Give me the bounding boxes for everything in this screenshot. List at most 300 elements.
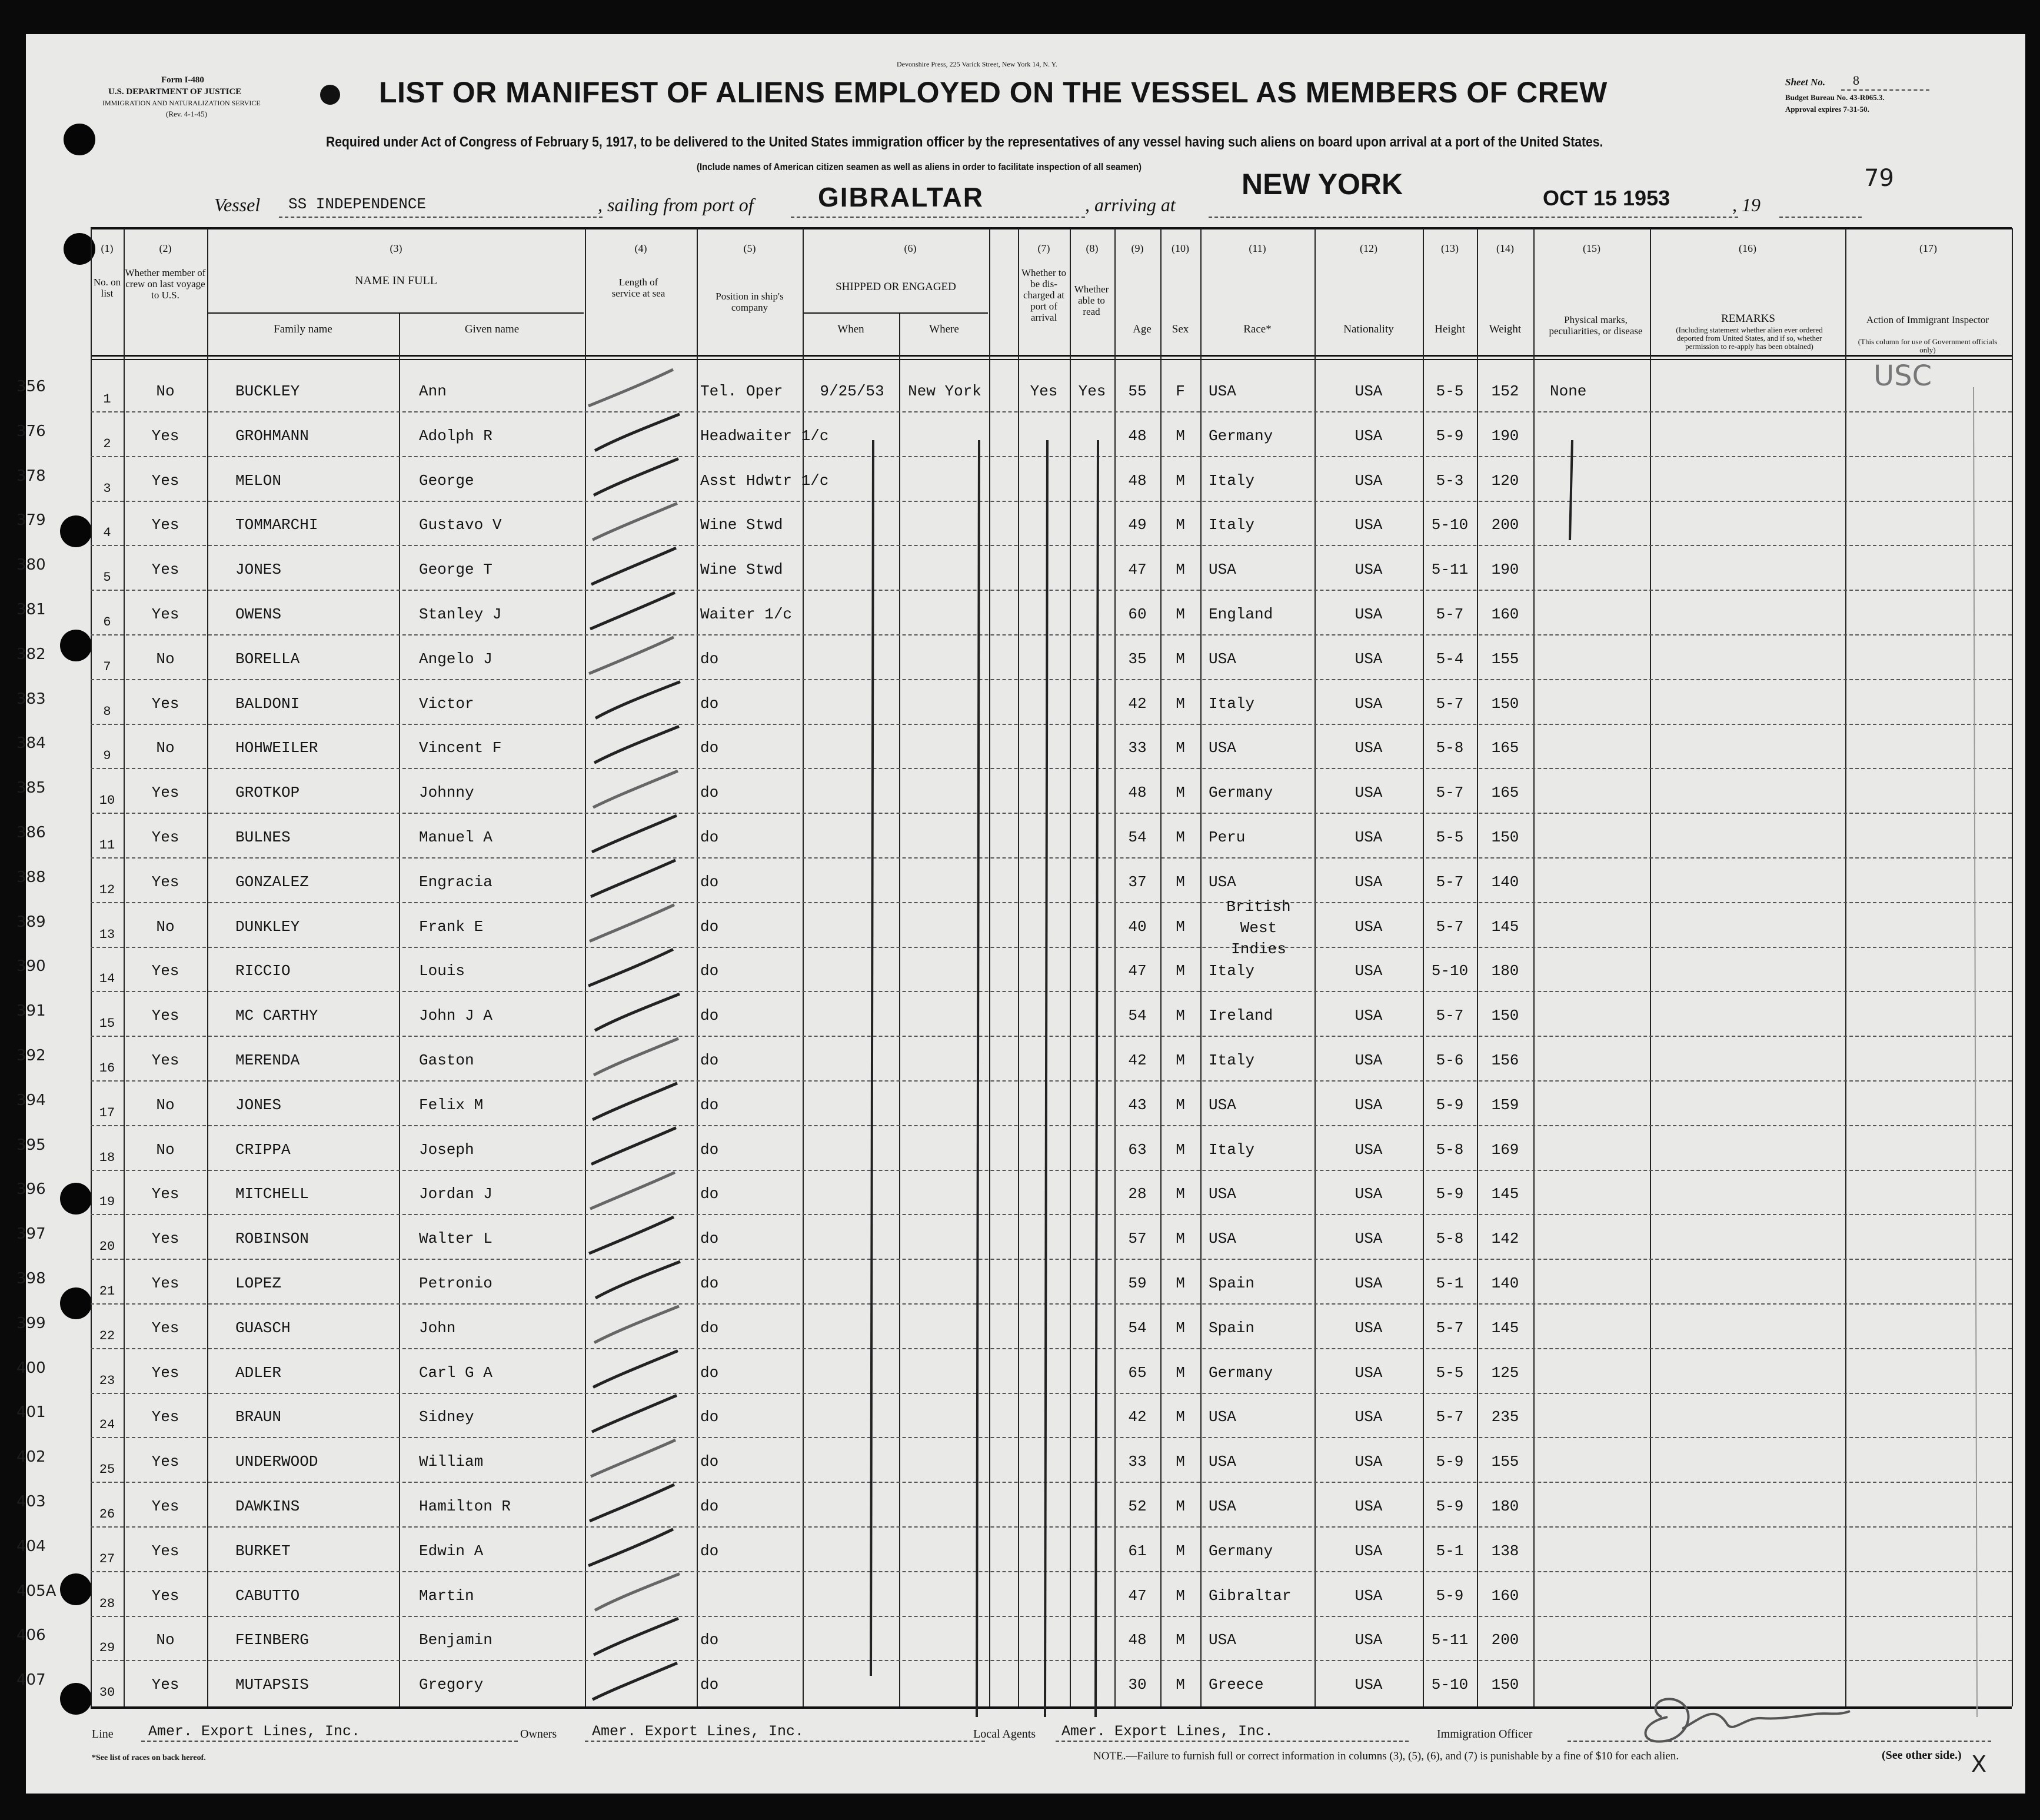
- row-race: Spain: [1209, 1319, 1255, 1337]
- header-family-name: Family name: [274, 323, 332, 335]
- row-margin-number: 395: [16, 1136, 46, 1154]
- row-weight: 120: [1491, 472, 1519, 490]
- column-number: (8): [1086, 242, 1099, 254]
- row-nationality: USA: [1355, 962, 1383, 980]
- required-statement: Required under Act of Congress of February 5, 1917, to be delivered to the United States immigration officer by the representatives of any vessel having such aliens on board upon arrival at a port of the United States.: [326, 134, 1603, 150]
- line-rule: [141, 1741, 518, 1742]
- row-race: USA: [1209, 739, 1236, 757]
- row-height: 5-9: [1436, 1453, 1464, 1470]
- row-list-number: 18: [99, 1150, 115, 1165]
- row-nationality: USA: [1355, 1096, 1383, 1114]
- row-position: do: [700, 1007, 719, 1024]
- row-margin-number: 405A: [16, 1582, 56, 1600]
- service-tick-mark: [591, 548, 676, 584]
- row-given-name: Vincent F: [419, 739, 502, 757]
- row-weight: 155: [1491, 1453, 1519, 1470]
- row-age: 57: [1128, 1230, 1147, 1247]
- row-nationality: USA: [1355, 1676, 1383, 1693]
- header-when: When: [837, 323, 864, 335]
- row-position: do: [700, 1141, 719, 1159]
- header-no-on-list: No. on list: [93, 277, 121, 299]
- row-position: do: [700, 918, 719, 936]
- row-height: 5-7: [1436, 1408, 1464, 1426]
- ditto-stroke: [1570, 440, 1572, 540]
- row-prior-voyage: Yes: [151, 472, 179, 490]
- row-discharged: Yes: [1030, 382, 1058, 400]
- row-position: do: [700, 1275, 719, 1292]
- row-prior-voyage: Yes: [151, 1052, 179, 1069]
- header-race: Race*: [1243, 323, 1272, 335]
- row-race: USA: [1209, 1185, 1236, 1203]
- row-nationality: USA: [1355, 1631, 1383, 1649]
- ditto-stroke: [1045, 440, 1047, 1717]
- header-sex: Sex: [1172, 323, 1189, 335]
- row-race: USA: [1209, 1453, 1236, 1470]
- row-prior-voyage: Yes: [151, 1676, 179, 1693]
- row-margin-number: 398: [16, 1270, 46, 1287]
- row-sex: M: [1176, 829, 1185, 846]
- row-margin-number: 403: [16, 1493, 46, 1510]
- row-prior-voyage: Yes: [151, 962, 179, 980]
- row-list-number: 28: [99, 1596, 115, 1611]
- row-prior-voyage: Yes: [151, 516, 179, 534]
- row-family-name: RICCIO: [235, 962, 291, 980]
- row-family-name: DAWKINS: [235, 1498, 300, 1515]
- row-prior-voyage: No: [156, 1141, 175, 1159]
- service-tick-mark: [591, 1128, 676, 1164]
- header-given-name: Given name: [464, 323, 520, 335]
- column-number: (15): [1583, 242, 1600, 254]
- row-prior-voyage: Yes: [151, 1230, 179, 1247]
- row-list-number: 27: [99, 1552, 115, 1566]
- row-position: Waiter 1/c: [700, 605, 793, 623]
- service-tick-mark: [588, 370, 673, 406]
- row-prior-voyage: Yes: [151, 1185, 179, 1203]
- row-weight: 180: [1491, 962, 1519, 980]
- row-given-name: Walter L: [419, 1230, 492, 1247]
- row-weight: 200: [1491, 1631, 1519, 1649]
- row-height: 5-9: [1436, 427, 1464, 445]
- row-position: do: [700, 1364, 719, 1382]
- row-given-name: Louis: [419, 962, 465, 980]
- row-margin-number: 384: [16, 734, 46, 752]
- row-nationality: USA: [1355, 1542, 1383, 1560]
- row-sex: M: [1176, 1453, 1185, 1470]
- header-name-in-full: NAME IN FULL: [355, 274, 437, 287]
- row-margin-number: 383: [16, 690, 46, 708]
- row-age: 54: [1128, 1319, 1147, 1337]
- row-list-number: 4: [103, 525, 111, 540]
- row-height: 5-7: [1436, 695, 1464, 713]
- row-race: Italy: [1209, 516, 1255, 534]
- row-race: USA: [1209, 382, 1236, 400]
- row-list-number: 16: [99, 1061, 115, 1076]
- row-sex: M: [1176, 1275, 1185, 1292]
- row-margin-number: 356: [16, 378, 46, 395]
- row-list-number: 7: [103, 660, 111, 674]
- row-sex: F: [1176, 382, 1185, 400]
- row-list-number: 14: [99, 971, 115, 986]
- row-position: do: [700, 1096, 719, 1114]
- owners-value: Amer. Export Lines, Inc.: [592, 1723, 804, 1740]
- row-height: 5-5: [1436, 1364, 1464, 1382]
- row-weight: 150: [1491, 695, 1519, 713]
- row-inspector-action: USC: [1873, 360, 1932, 392]
- owners-rule: [585, 1741, 985, 1742]
- row-nationality: USA: [1355, 1319, 1383, 1337]
- row-nationality: USA: [1355, 382, 1383, 400]
- row-height: 5-10: [1431, 1676, 1469, 1693]
- page-mark: 79: [1864, 165, 1894, 192]
- row-shipped-when: 9/25/53: [820, 382, 884, 400]
- header-nationality: Nationality: [1343, 323, 1394, 335]
- column-number: (17): [1919, 242, 1937, 254]
- column-number: (6): [904, 242, 917, 254]
- row-race: Italy: [1209, 695, 1255, 713]
- row-age: 37: [1128, 873, 1147, 891]
- header-where: Where: [929, 323, 959, 335]
- row-given-name: George T: [419, 561, 492, 578]
- column-number: (7): [1037, 242, 1050, 254]
- row-age: 47: [1128, 561, 1147, 578]
- row-weight: 156: [1491, 1052, 1519, 1069]
- row-sex: M: [1176, 918, 1185, 936]
- row-nationality: USA: [1355, 650, 1383, 668]
- row-margin-number: 385: [16, 779, 46, 797]
- row-list-number: 2: [103, 437, 111, 451]
- service-tick-mark: [592, 1395, 677, 1432]
- header-remarks-detail: (Including statement whether alien ever ordered deported from United States, and if so, whether permission to re-apply has been obtained): [1676, 325, 1823, 351]
- row-given-name: Felix M: [419, 1096, 484, 1114]
- row-weight: 160: [1491, 605, 1519, 623]
- row-nationality: USA: [1355, 1141, 1383, 1159]
- row-sex: M: [1176, 739, 1185, 757]
- row-age: 42: [1128, 1408, 1147, 1426]
- row-margin-number: 380: [16, 556, 46, 574]
- row-given-name: George: [419, 472, 474, 490]
- row-race: USA: [1209, 650, 1236, 668]
- row-list-number: 1: [103, 392, 111, 407]
- row-family-name: BULNES: [235, 829, 291, 846]
- row-height: 5-7: [1436, 1319, 1464, 1337]
- row-age: 33: [1128, 1453, 1147, 1470]
- row-height: 5-7: [1436, 918, 1464, 936]
- header-position: Position in ship's company: [716, 291, 784, 313]
- row-position: do: [700, 1453, 719, 1470]
- row-race: Germany: [1209, 784, 1273, 801]
- row-given-name: Petronio: [419, 1275, 492, 1292]
- row-prior-voyage: Yes: [151, 1275, 179, 1292]
- row-family-name: CRIPPA: [235, 1141, 291, 1159]
- penalty-note: NOTE.—Failure to furnish full or correct information in columns (3), (5), (6), and (7) is punishable by a fine of $10 for each alien.: [1093, 1750, 1679, 1762]
- row-given-name: Joseph: [419, 1141, 474, 1159]
- row-weight: 169: [1491, 1141, 1519, 1159]
- department-name: U.S. DEPARTMENT OF JUSTICE: [108, 87, 242, 97]
- row-prior-voyage: Yes: [151, 1364, 179, 1382]
- vessel-name: SS INDEPENDENCE: [288, 195, 427, 213]
- row-race: Germany: [1209, 1364, 1273, 1382]
- row-race: Gibraltar: [1209, 1587, 1292, 1605]
- vessel-label: Vessel: [214, 194, 261, 215]
- row-sex: M: [1176, 1141, 1185, 1159]
- include-statement: (Include names of American citizen seamen as well as aliens in order to facilitate inspection of all seamen): [697, 161, 1142, 172]
- row-age: 35: [1128, 650, 1147, 668]
- row-margin-number: 406: [16, 1626, 46, 1644]
- row-age: 33: [1128, 739, 1147, 757]
- row-height: 5-4: [1436, 650, 1464, 668]
- row-prior-voyage: Yes: [151, 561, 179, 578]
- row-prior-voyage: No: [156, 739, 175, 757]
- row-family-name: ROBINSON: [235, 1230, 309, 1247]
- row-family-name: JONES: [235, 1096, 282, 1114]
- row-margin-number: 392: [16, 1047, 46, 1064]
- row-sex: M: [1176, 1408, 1185, 1426]
- row-race: USA: [1209, 1096, 1236, 1114]
- row-age: 48: [1128, 472, 1147, 490]
- header-length-of-service: Length of service at sea: [611, 277, 665, 299]
- row-list-number: 6: [103, 615, 111, 630]
- row-race: Germany: [1209, 1542, 1273, 1560]
- row-prior-voyage: No: [156, 1631, 175, 1649]
- row-given-name: Angelo J: [419, 650, 492, 668]
- column-number: (16): [1739, 242, 1756, 254]
- row-list-number: 5: [103, 570, 111, 585]
- service-tick-mark: [588, 949, 673, 986]
- service-tick-mark: [591, 1440, 675, 1476]
- agents-rule: [1056, 1741, 1409, 1742]
- row-prior-voyage: No: [156, 918, 175, 936]
- line-label: Line: [92, 1728, 114, 1741]
- see-other-side: (See other side.): [1882, 1749, 1962, 1762]
- row-height: 5-6: [1436, 1052, 1464, 1069]
- arriving-label: , arriving at: [1085, 194, 1176, 215]
- agents-value: Amer. Export Lines, Inc.: [1061, 1723, 1274, 1740]
- row-race: England: [1209, 605, 1273, 623]
- form-revision: (Rev. 4-1-45): [166, 109, 207, 118]
- row-margin-number: 400: [16, 1359, 46, 1377]
- row-sex: M: [1176, 605, 1185, 623]
- row-list-number: 20: [99, 1239, 115, 1254]
- column-number: (3): [390, 242, 402, 254]
- pen-marks: [26, 34, 2025, 1794]
- row-given-name: Jordan J: [419, 1185, 492, 1203]
- row-weight: 235: [1491, 1408, 1519, 1426]
- row-weight: 160: [1491, 1587, 1519, 1605]
- header-shipped-engaged: SHIPPED OR ENGAGED: [836, 281, 956, 293]
- row-race: British West Indies: [1226, 898, 1291, 958]
- row-nationality: USA: [1355, 1230, 1383, 1247]
- row-weight: 155: [1491, 650, 1519, 668]
- row-family-name: GROTKOP: [235, 784, 300, 801]
- row-nationality: USA: [1355, 1364, 1383, 1382]
- column-number: (14): [1496, 242, 1514, 254]
- row-position: do: [700, 1185, 719, 1203]
- row-given-name: Edwin A: [419, 1542, 484, 1560]
- row-margin-number: 379: [16, 511, 46, 529]
- row-margin-number: 394: [16, 1092, 46, 1109]
- row-given-name: William: [419, 1453, 484, 1470]
- row-weight: 165: [1491, 739, 1519, 757]
- row-height: 5-1: [1436, 1542, 1464, 1560]
- row-prior-voyage: No: [156, 1096, 175, 1114]
- row-sex: M: [1176, 1587, 1185, 1605]
- row-nationality: USA: [1355, 1275, 1383, 1292]
- row-height: 5-11: [1431, 1631, 1469, 1649]
- row-sex: M: [1176, 873, 1185, 891]
- row-height: 5-7: [1436, 605, 1464, 623]
- row-margin-number: 399: [16, 1315, 46, 1332]
- row-prior-voyage: Yes: [151, 1319, 179, 1337]
- line-value: Amer. Export Lines, Inc.: [148, 1723, 361, 1740]
- service-name: IMMIGRATION AND NATURALIZATION SERVICE: [102, 99, 261, 107]
- header-inspector-action: Action of Immigrant Inspector: [1866, 314, 1989, 325]
- ditto-stroke: [977, 440, 979, 1717]
- row-sex: M: [1176, 1631, 1185, 1649]
- row-able-to-read: Yes: [1078, 382, 1106, 400]
- row-height: 5-8: [1436, 1230, 1464, 1247]
- row-list-number: 10: [99, 793, 115, 808]
- service-tick-mark: [595, 414, 680, 451]
- column-number: (2): [159, 242, 172, 254]
- row-nationality: USA: [1355, 1453, 1383, 1470]
- row-sex: M: [1176, 516, 1185, 534]
- row-family-name: MUTAPSIS: [235, 1676, 309, 1693]
- row-position: do: [700, 1631, 719, 1649]
- row-nationality: USA: [1355, 561, 1383, 578]
- service-tick-mark: [594, 1039, 678, 1075]
- row-race: Ireland: [1209, 1007, 1273, 1024]
- row-list-number: 22: [99, 1329, 115, 1343]
- row-nationality: USA: [1355, 873, 1383, 891]
- row-weight: 142: [1491, 1230, 1519, 1247]
- row-weight: 150: [1491, 1007, 1519, 1024]
- row-sex: M: [1176, 784, 1185, 801]
- row-weight: 145: [1491, 1185, 1519, 1203]
- row-given-name: Hamilton R: [419, 1498, 511, 1515]
- row-height: 5-5: [1436, 382, 1464, 400]
- service-tick-mark: [593, 1083, 677, 1120]
- row-height: 5-7: [1436, 1007, 1464, 1024]
- row-weight: 190: [1491, 427, 1519, 445]
- row-nationality: USA: [1355, 427, 1383, 445]
- row-sex: M: [1176, 695, 1185, 713]
- service-tick-mark: [588, 1529, 673, 1566]
- ditto-stroke: [1096, 440, 1098, 1717]
- row-weight: 140: [1491, 1275, 1519, 1292]
- service-tick-mark: [595, 1574, 680, 1611]
- row-sex: M: [1176, 472, 1185, 490]
- row-sex: M: [1176, 427, 1185, 445]
- header-discharged: Whether to be dis- charged at port of arrival: [1021, 267, 1066, 323]
- row-race: USA: [1209, 873, 1236, 891]
- row-family-name: GONZALEZ: [235, 873, 309, 891]
- service-tick-mark: [594, 1618, 678, 1655]
- manifest-sheet: [16, 34, 2025, 1794]
- row-family-name: UNDERWOOD: [235, 1453, 318, 1470]
- row-race: Germany: [1209, 427, 1273, 445]
- row-weight: 125: [1491, 1364, 1519, 1382]
- header-age: Age: [1133, 323, 1152, 335]
- row-family-name: CABUTTO: [235, 1587, 300, 1605]
- row-weight: 159: [1491, 1096, 1519, 1114]
- service-tick-mark: [592, 816, 677, 852]
- row-sex: M: [1176, 1364, 1185, 1382]
- row-height: 5-1: [1436, 1275, 1464, 1292]
- officer-label: Immigration Officer: [1437, 1728, 1533, 1741]
- service-tick-mark: [589, 637, 674, 674]
- budget-bureau: Budget Bureau No. 43-R065.3.: [1785, 93, 1885, 102]
- row-position: do: [700, 1542, 719, 1560]
- column-number: (4): [634, 242, 647, 254]
- row-nationality: USA: [1355, 739, 1383, 757]
- header-physical-marks: Physical marks, peculiarities, or disease: [1549, 314, 1643, 337]
- agents-label: Local Agents: [973, 1728, 1036, 1741]
- row-family-name: BUCKLEY: [235, 382, 300, 400]
- row-nationality: USA: [1355, 1498, 1383, 1515]
- row-age: 47: [1128, 962, 1147, 980]
- row-age: 28: [1128, 1185, 1147, 1203]
- row-age: 61: [1128, 1542, 1147, 1560]
- row-family-name: GUASCH: [235, 1319, 291, 1337]
- row-age: 43: [1128, 1096, 1147, 1114]
- row-weight: 150: [1491, 829, 1519, 846]
- row-margin-number: 396: [16, 1180, 46, 1198]
- column-number: (9): [1131, 242, 1144, 254]
- header-remarks: REMARKS: [1721, 312, 1775, 325]
- row-given-name: Gaston: [419, 1052, 474, 1069]
- row-position: do: [700, 962, 719, 980]
- row-family-name: JONES: [235, 561, 282, 578]
- owners-label: Owners: [520, 1728, 557, 1741]
- service-tick-mark: [590, 905, 674, 941]
- row-race: USA: [1209, 1631, 1236, 1649]
- row-position: Headwaiter 1/c: [700, 427, 829, 445]
- row-nationality: USA: [1355, 829, 1383, 846]
- row-weight: 138: [1491, 1542, 1519, 1560]
- row-position: Wine Stwd: [700, 516, 783, 534]
- row-position: do: [700, 695, 719, 713]
- form-number: Form I-480: [161, 75, 204, 85]
- row-weight: 145: [1491, 1319, 1519, 1337]
- sailing-label: , sailing from port of: [598, 194, 754, 215]
- row-sex: M: [1176, 650, 1185, 668]
- row-list-number: 24: [99, 1418, 115, 1432]
- row-nationality: USA: [1355, 472, 1383, 490]
- row-prior-voyage: Yes: [151, 784, 179, 801]
- row-nationality: USA: [1355, 918, 1383, 936]
- row-weight: 152: [1491, 382, 1519, 400]
- row-list-number: 12: [99, 883, 115, 897]
- row-family-name: OWENS: [235, 605, 282, 623]
- row-position: do: [700, 829, 719, 846]
- row-family-name: GROHMANN: [235, 427, 309, 445]
- service-tick-mark: [593, 1351, 678, 1388]
- row-given-name: Carl G A: [419, 1364, 492, 1382]
- service-tick-mark: [594, 726, 679, 763]
- row-margin-number: 404: [16, 1538, 46, 1555]
- row-height: 5-5: [1436, 829, 1464, 846]
- row-prior-voyage: Yes: [151, 829, 179, 846]
- row-height: 5-9: [1436, 1185, 1464, 1203]
- row-family-name: MELON: [235, 472, 282, 490]
- row-height: 5-8: [1436, 1141, 1464, 1159]
- header-inspector-detail: (This column for use of Government officials only): [1858, 337, 1998, 354]
- row-given-name: Adolph R: [419, 427, 492, 445]
- service-tick-mark: [595, 682, 680, 718]
- row-height: 5-9: [1436, 1498, 1464, 1515]
- row-position: Asst Hdwtr 1/c: [700, 472, 829, 490]
- row-family-name: ADLER: [235, 1364, 282, 1382]
